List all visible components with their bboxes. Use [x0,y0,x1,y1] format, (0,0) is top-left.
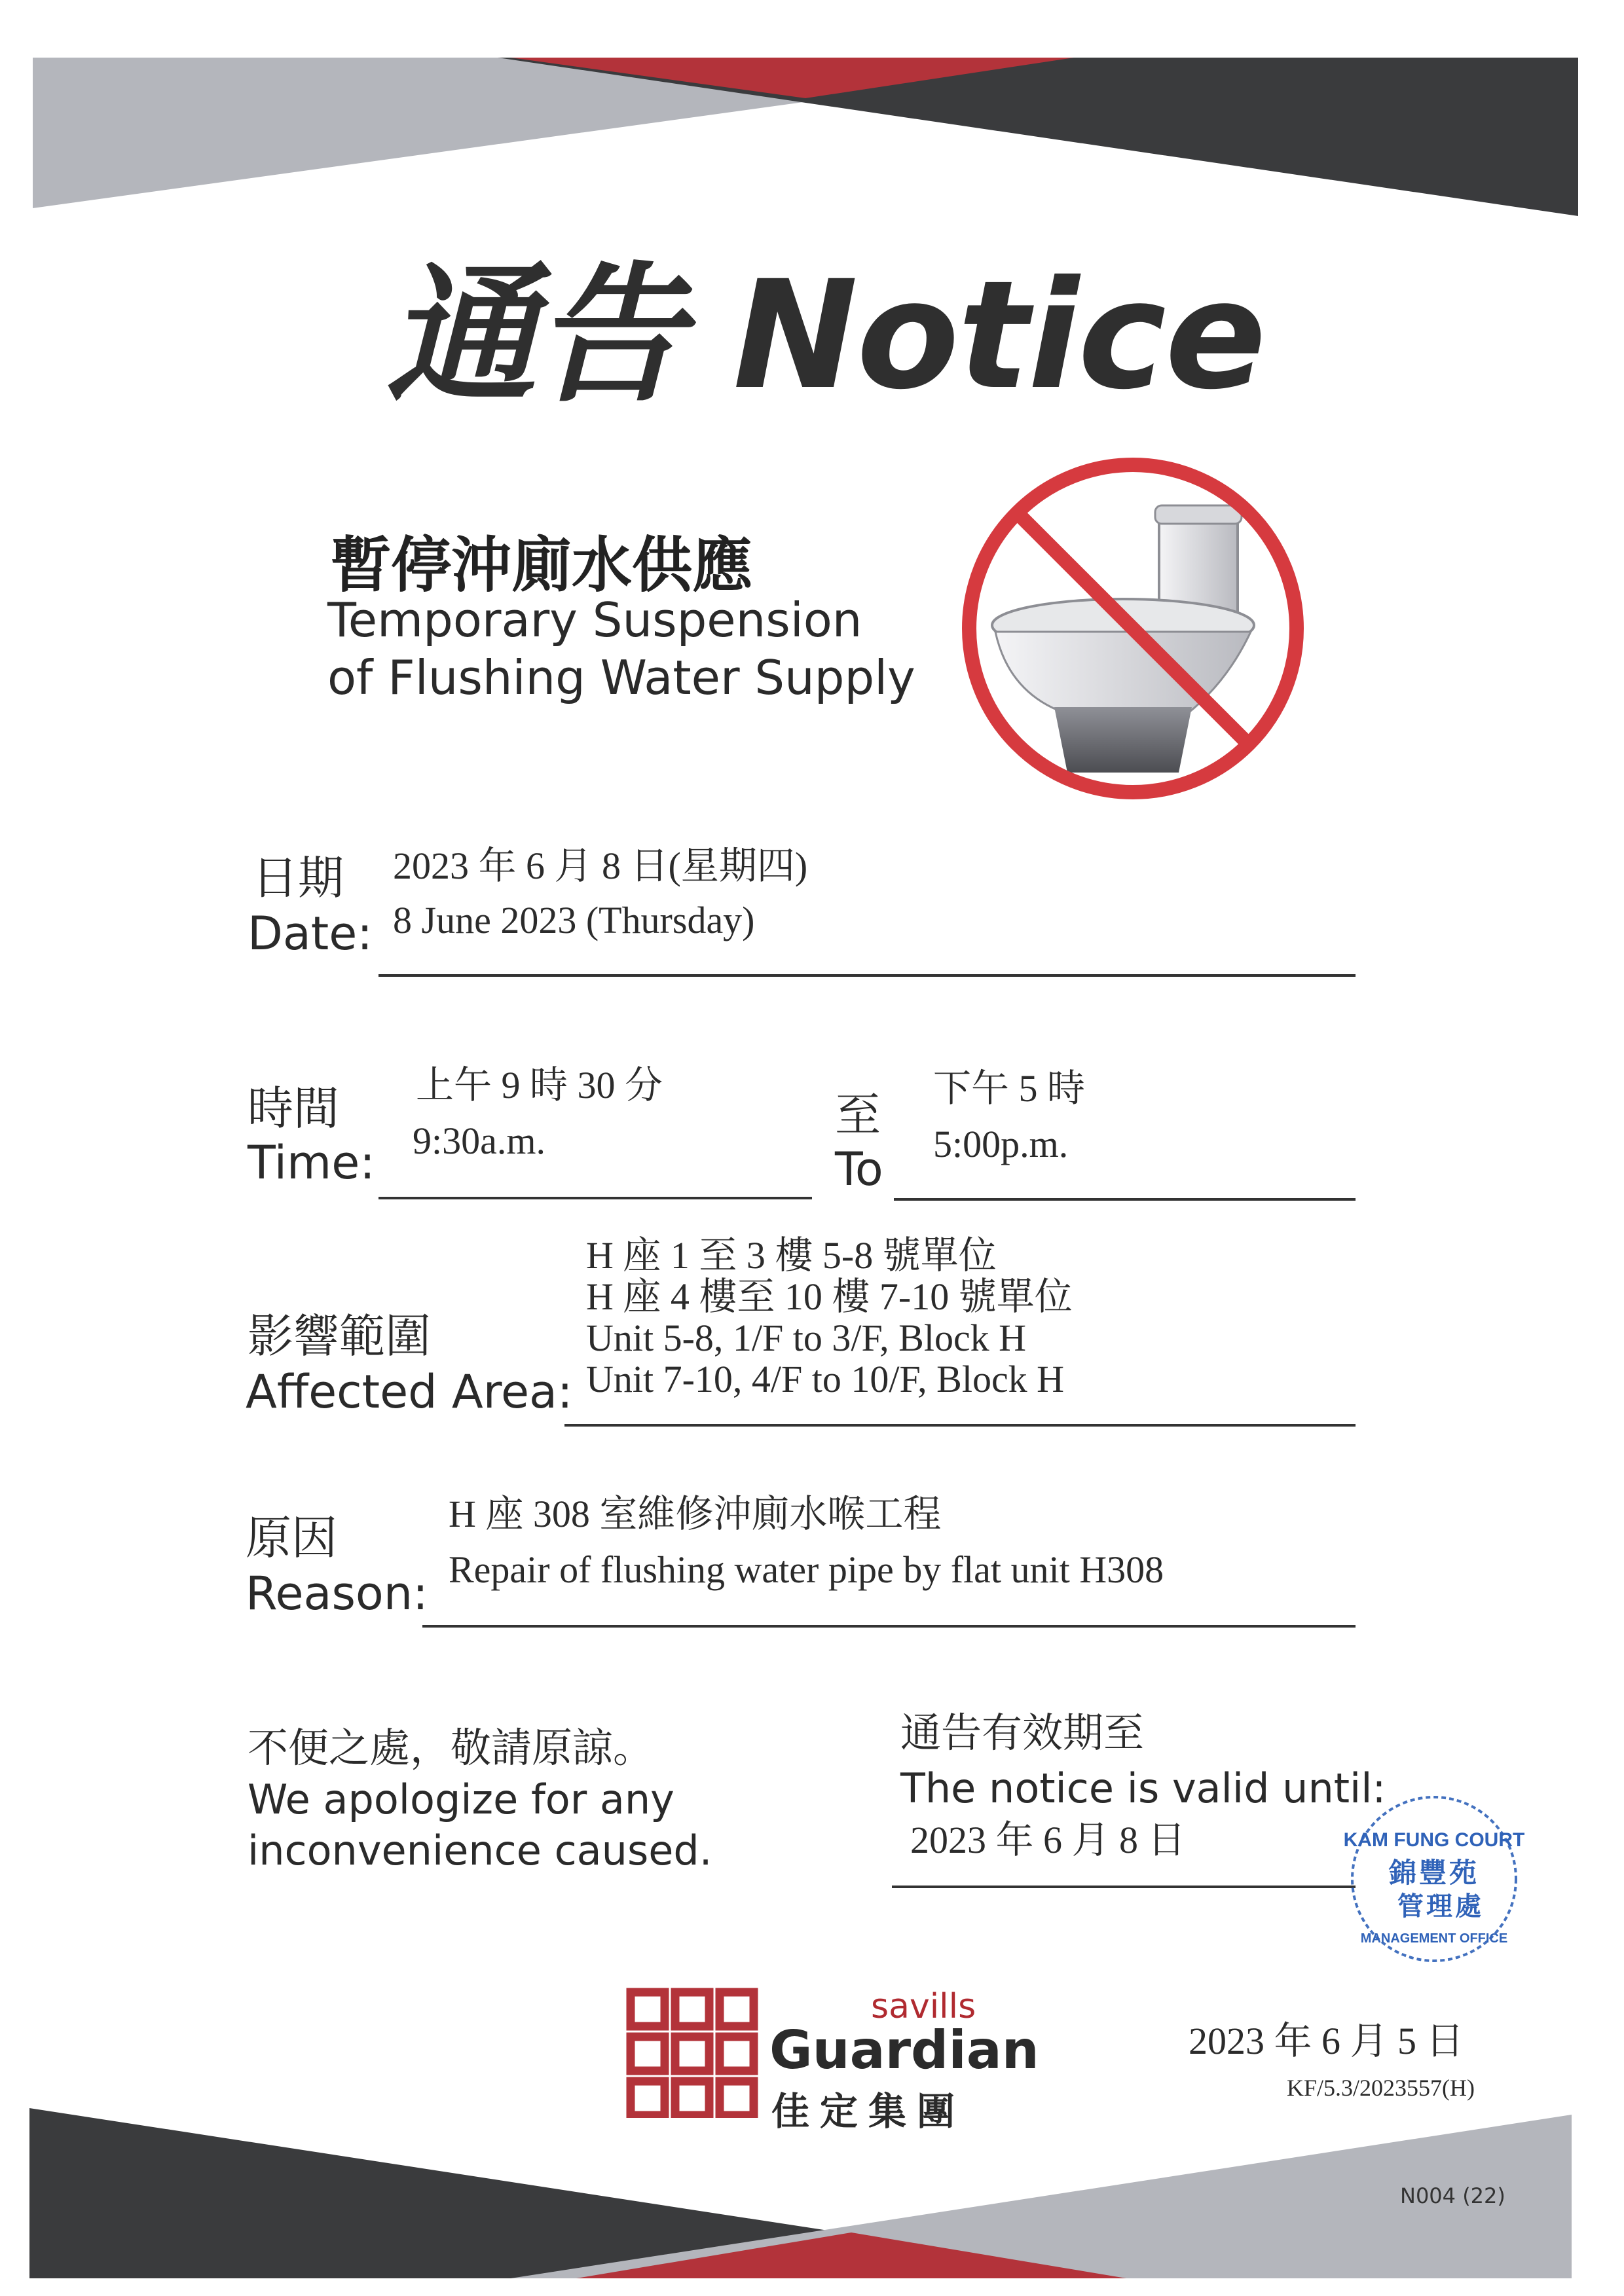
validity-date: 2023 年 6 月 8 日 [910,1819,1186,1861]
reason-value-zh: H 座 308 室維修沖廁水喉工程 [449,1493,942,1535]
area-line-1: H 座 1 至 3 樓 5-8 號單位 [586,1234,997,1277]
logo-chinese: 佳定集團 [771,2089,966,2134]
time-to-label-zh: 至 [835,1088,881,1142]
date-underline [378,974,1356,977]
apology-en-line2: inconvenience caused. [248,1827,712,1874]
date-label-en: Date: [248,907,373,960]
date-value-zh: 2023 年 6 月 8 日(星期四) [393,845,808,887]
reference-number: KF/5.3/2023557(H) [1287,2075,1475,2101]
stamp-text-middle-1: 錦豐苑 [1388,1857,1480,1889]
stamp-text-top: KAM FUNG COURT [1343,1829,1525,1851]
stamp-text-middle-2: 管理處 [1397,1891,1484,1922]
reason-underline [422,1625,1356,1628]
form-code: N004 (22) [1400,2183,1505,2208]
logo-guardian: Guardian [769,2020,1039,2081]
validity-label-zh: 通告有效期至 [900,1709,1145,1757]
no-toilet-icon [950,445,1316,812]
time-from-en: 9:30a.m. [413,1120,545,1162]
issue-date: 2023 年 6 月 5 日 [1189,2020,1464,2062]
time-from-zh: 上午 9 時 30 分 [416,1064,663,1106]
management-office-stamp [1342,1791,1526,1967]
time-label-zh: 時間 [248,1082,339,1135]
subtitle-english-line1: Temporary Suspension [327,592,862,647]
validity-label-en: The notice is valid until: [900,1764,1386,1812]
area-label-en: Affected Area: [246,1365,573,1419]
time-from-underline [378,1197,812,1199]
time-to-underline [894,1198,1356,1201]
time-to-zh: 下午 5 時 [933,1067,1086,1110]
page-title: 通告 Notice [386,248,1265,422]
time-to-label-en: To [835,1142,883,1196]
reason-label-zh: 原因 [246,1511,337,1565]
reason-label-en: Reason: [246,1567,428,1620]
area-label-zh: 影響範圍 [248,1309,431,1363]
reason-value-en: Repair of flushing water pipe by flat unit H308 [449,1548,1164,1591]
area-underline [564,1424,1356,1427]
date-value-en: 8 June 2023 (Thursday) [393,899,755,941]
bottom-decorative-band [0,2088,1624,2296]
subtitle-chinese: 暫停沖廁水供應 [331,530,753,600]
apology-en-line1: We apologize for any [248,1776,674,1823]
time-label-en: Time: [248,1136,375,1190]
area-line-4: Unit 7-10, 4/F to 10/F, Block H [586,1358,1065,1400]
top-decorative-band [0,0,1624,223]
time-to-en: 5:00p.m. [933,1123,1069,1165]
date-label-zh: 日期 [252,851,344,905]
stamp-text-bottom: MANAGEMENT OFFICE [1360,1931,1508,1946]
area-line-3: Unit 5-8, 1/F to 3/F, Block H [586,1317,1027,1359]
apology-zh: 不便之處，敬請原諒。 [248,1724,654,1772]
subtitle-english-line2: of Flushing Water Supply [327,650,915,705]
validity-underline [892,1886,1356,1888]
area-line-2: H 座 4 樓至 10 樓 7-10 號單位 [586,1275,1073,1318]
logo-savills: savills [871,1987,976,2026]
